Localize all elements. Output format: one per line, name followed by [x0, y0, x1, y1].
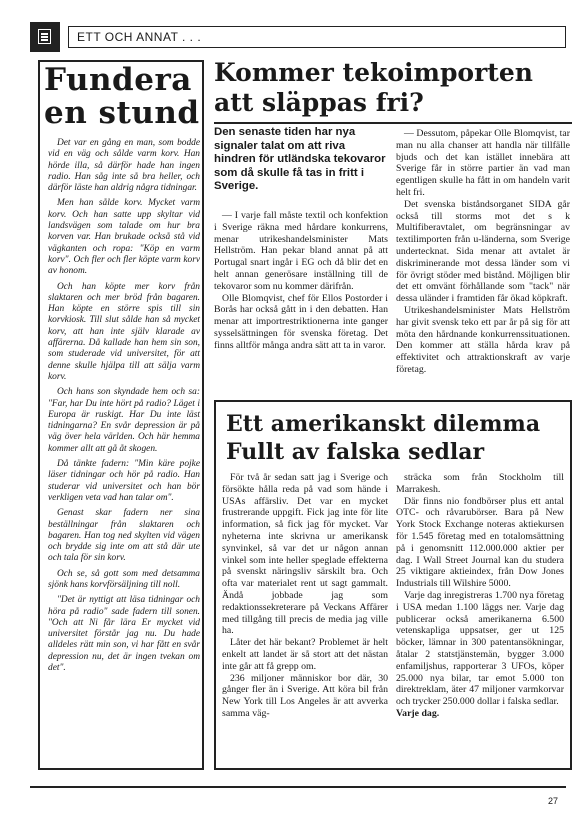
article2-paragraph: För två år sedan satt jag i Sverige och försökte hålla reda på vad som hände i USAs affärsliv. Det var en mycket frustrerande uppgift. Fick jag inte för lite information, så fick jag för mycket. Var nyheterna inte skrivna ur amerikansk synvinkel, så var det ur någon annan vinkel som inte heller speglade effekterna på svenskt näringsliv särskilt bra. Och ofta var materialet rent ut sagt gammalt. Ändå jobbade jag som redaktionssekreterare på Veckans Affärer med tillgång till precis de media jag ville ha.: [222, 472, 388, 637]
sidebar-paragraph: Och se, så gott som med detsamma sjönk hans korvförsäljning till noll.: [48, 568, 200, 590]
article2-title: [226, 410, 572, 466]
page-number: 27: [548, 796, 559, 806]
article1-column-1: [214, 210, 388, 352]
article2-column-1: [222, 472, 388, 720]
sidebar-paragraph: Det var en gång en man, som bodde vid en väg och sålde varm korv. Han hörde illa, så därför hade han ingen radio. Han såg inte så bra heller, och därför läste han aldrig några tidningar.: [48, 138, 200, 194]
article2-paragraph: sträcka som från Stockholm till Marrakesh.: [396, 472, 564, 495]
sidebar-title: Fundera en stund: [44, 62, 200, 131]
footer-rule: [30, 786, 566, 788]
article1-lead: Den senaste tiden har nya signaler talat om att riva hindren för utländska tekovaror som då skulle få tas in fritt i Sverige.: [214, 126, 386, 192]
article2-title-line-1: Ett amerikanskt dilemma: [226, 411, 541, 437]
sidebar-column: [38, 60, 204, 770]
article1-paragraph: Det svenska biståndsorganet SIDA går också till storms mot det s k Multifiberavtalet, om begränsningar av textilimporten från u-länderna, som Sverige undertecknat. Sida menar att avtalet är diskriminerande mot dessa länder som vi för övrigt stöder med bistånd. Möjligen blir det ett omvänt förhållande som "tack" när dessa uländer i framtiden får ökad köpkraft.: [396, 198, 570, 305]
article1-paragraph: Utrikeshandelsminister Mats Hellström har givit svensk teko ett par år på sig för att möta den hårdnande konkurrenssituationen. Den kommer att ställa hårda krav på effektivitet och attraktionskraft av varje företag.: [396, 304, 570, 375]
article2-paragraph: 236 miljoner människor bor där, 30 gånger fler än i Sverige. Att köra bil från New York till Los Angeles är att avverka samma väg-: [222, 672, 388, 719]
sidebar-paragraph: "Det är nyttigt att läsa tidningar och höra på radio" sade fadern till sonen. "Och att Ni får lära Er mycket vid universitet förstår jag nu. Du hade alldeles rätt min son, vi har fått en svår depression nu, det är ingen tvekan om det".: [48, 595, 200, 674]
section-label: ETT OCH ANNAT . . .: [77, 30, 202, 44]
sidebar-body: [48, 138, 200, 678]
sidebar-paragraph: Genast skar fadern ner sina beställningar från slaktaren och bagaren. Han tog ned skylten vid vägen och brydde sig inte om att stå där ute och tala för sin korv.: [48, 508, 200, 564]
article2-title-line-2: Fullt av falska sedlar: [226, 439, 485, 465]
sidebar-paragraph: Då tänkte fadern: "Min käre pojke läser tidningar och hör på radio. Han studerar vid universitet och han bör verkligen veta vad han talar om".: [48, 459, 200, 503]
article1-paragraph: — Dessutom, påpekar Olle Blomqvist, tar man nu alla chanser att handla när tillfälle bjuds och det kan istället innebära att Sverige får in större partier än vad man egentligen skulle ha fått in om handeln varit helt fri.: [396, 128, 570, 198]
article2-paragraph: Där finns nio fondbörser plus ett antal OTC- och råvarubörser. Bara på New York Stock Exchange noteras aktiekursen för 1.545 företag med en totalomsättning på i genomsnitt 112.000.000 aktier per dag. I Wall Street Journal kan du studera 25 viktigare aktieindex, från Dow Jones Industrials till Wilshire 5000.: [396, 495, 564, 590]
article1-title: Kommer tekoimporten att släppas fri?: [214, 58, 533, 117]
article2-paragraph: Varje dag inregistreras 1.700 nya företag i USA medan 1.100 läggs ner. Varje dag publicerar också amerikanerna 6.500 vetenskapliga uppsatser, ger ut 125 böcker, lämnar in 300 patentansökningar, åtalar 2 statstjänstemän, bygger 3.000 enfamiljshus, rapporterar 3 UFOs, köper 25.000 nya bilar, tar emot 5.000 ton direktreklam, äter 47 miljoner varmkorvar och trycker 250.000 dollar i falska sedlar.: [396, 589, 564, 708]
section-header: [30, 22, 566, 52]
divider: [214, 122, 572, 124]
article1-column-2: [396, 128, 570, 376]
article2-byline: Varje dag.: [396, 707, 440, 719]
sidebar-paragraph: Men han sålde korv. Mycket varm korv. Och han satte upp skyltar vid landsvägen som talade om hur bra korven var. Han brukade också stå vid vägkanten och ropa: "Köp en varm korv". Och fler och fler köpte varm korv av honom.: [48, 198, 200, 277]
article2-paragraph: Låter det här bekant? Problemet är helt enkelt att landet är så stort att det nästan inte går att få grepp om.: [222, 637, 388, 672]
article1-paragraph: — I varje fall måste textil och konfektion i Sverige räkna med hårdare konkurrens, menar utrikeshandelsminister Mats Hellström. Han pekar bland annat på att Portugal snart ingår i EG och då blir det en helt annan generösare inställning till de tekovaror som nu kommer därifrån.: [214, 210, 388, 292]
article1-paragraph: Olle Blomqvist, chef för Ellos Postorder i Borås har också gått in i den debatten. Han menar att importrestriktionerna inte ganger sysselsättningen för svenska företag. Det finns alltför många andra sätt att ta in varor.: [214, 292, 388, 351]
document-icon: [30, 22, 60, 52]
sidebar-paragraph: Och han köpte mer korv från slaktaren och mer bröd från bagaren. Han köpte en större spis till sin korvkiosk. Till slut sålde han så mycket korv, att han inte själv klarade av affärerna. Då kallade han hem sin son, som studerade vid universitet, för att denne skulle hjälpa till att sälja varm korv.: [48, 281, 200, 382]
sidebar-paragraph: Och hans son skyndade hem och sa: "Far, har Du inte hört på radio? Läget i Europa är ruskigt. Har Du inte läst tidningarna? En svår depression är på väg över hela världen. Och här hemma kommer allt att gå åt skogen.: [48, 387, 200, 454]
article2-column-2: [396, 472, 564, 720]
section-label-box: [68, 26, 566, 48]
